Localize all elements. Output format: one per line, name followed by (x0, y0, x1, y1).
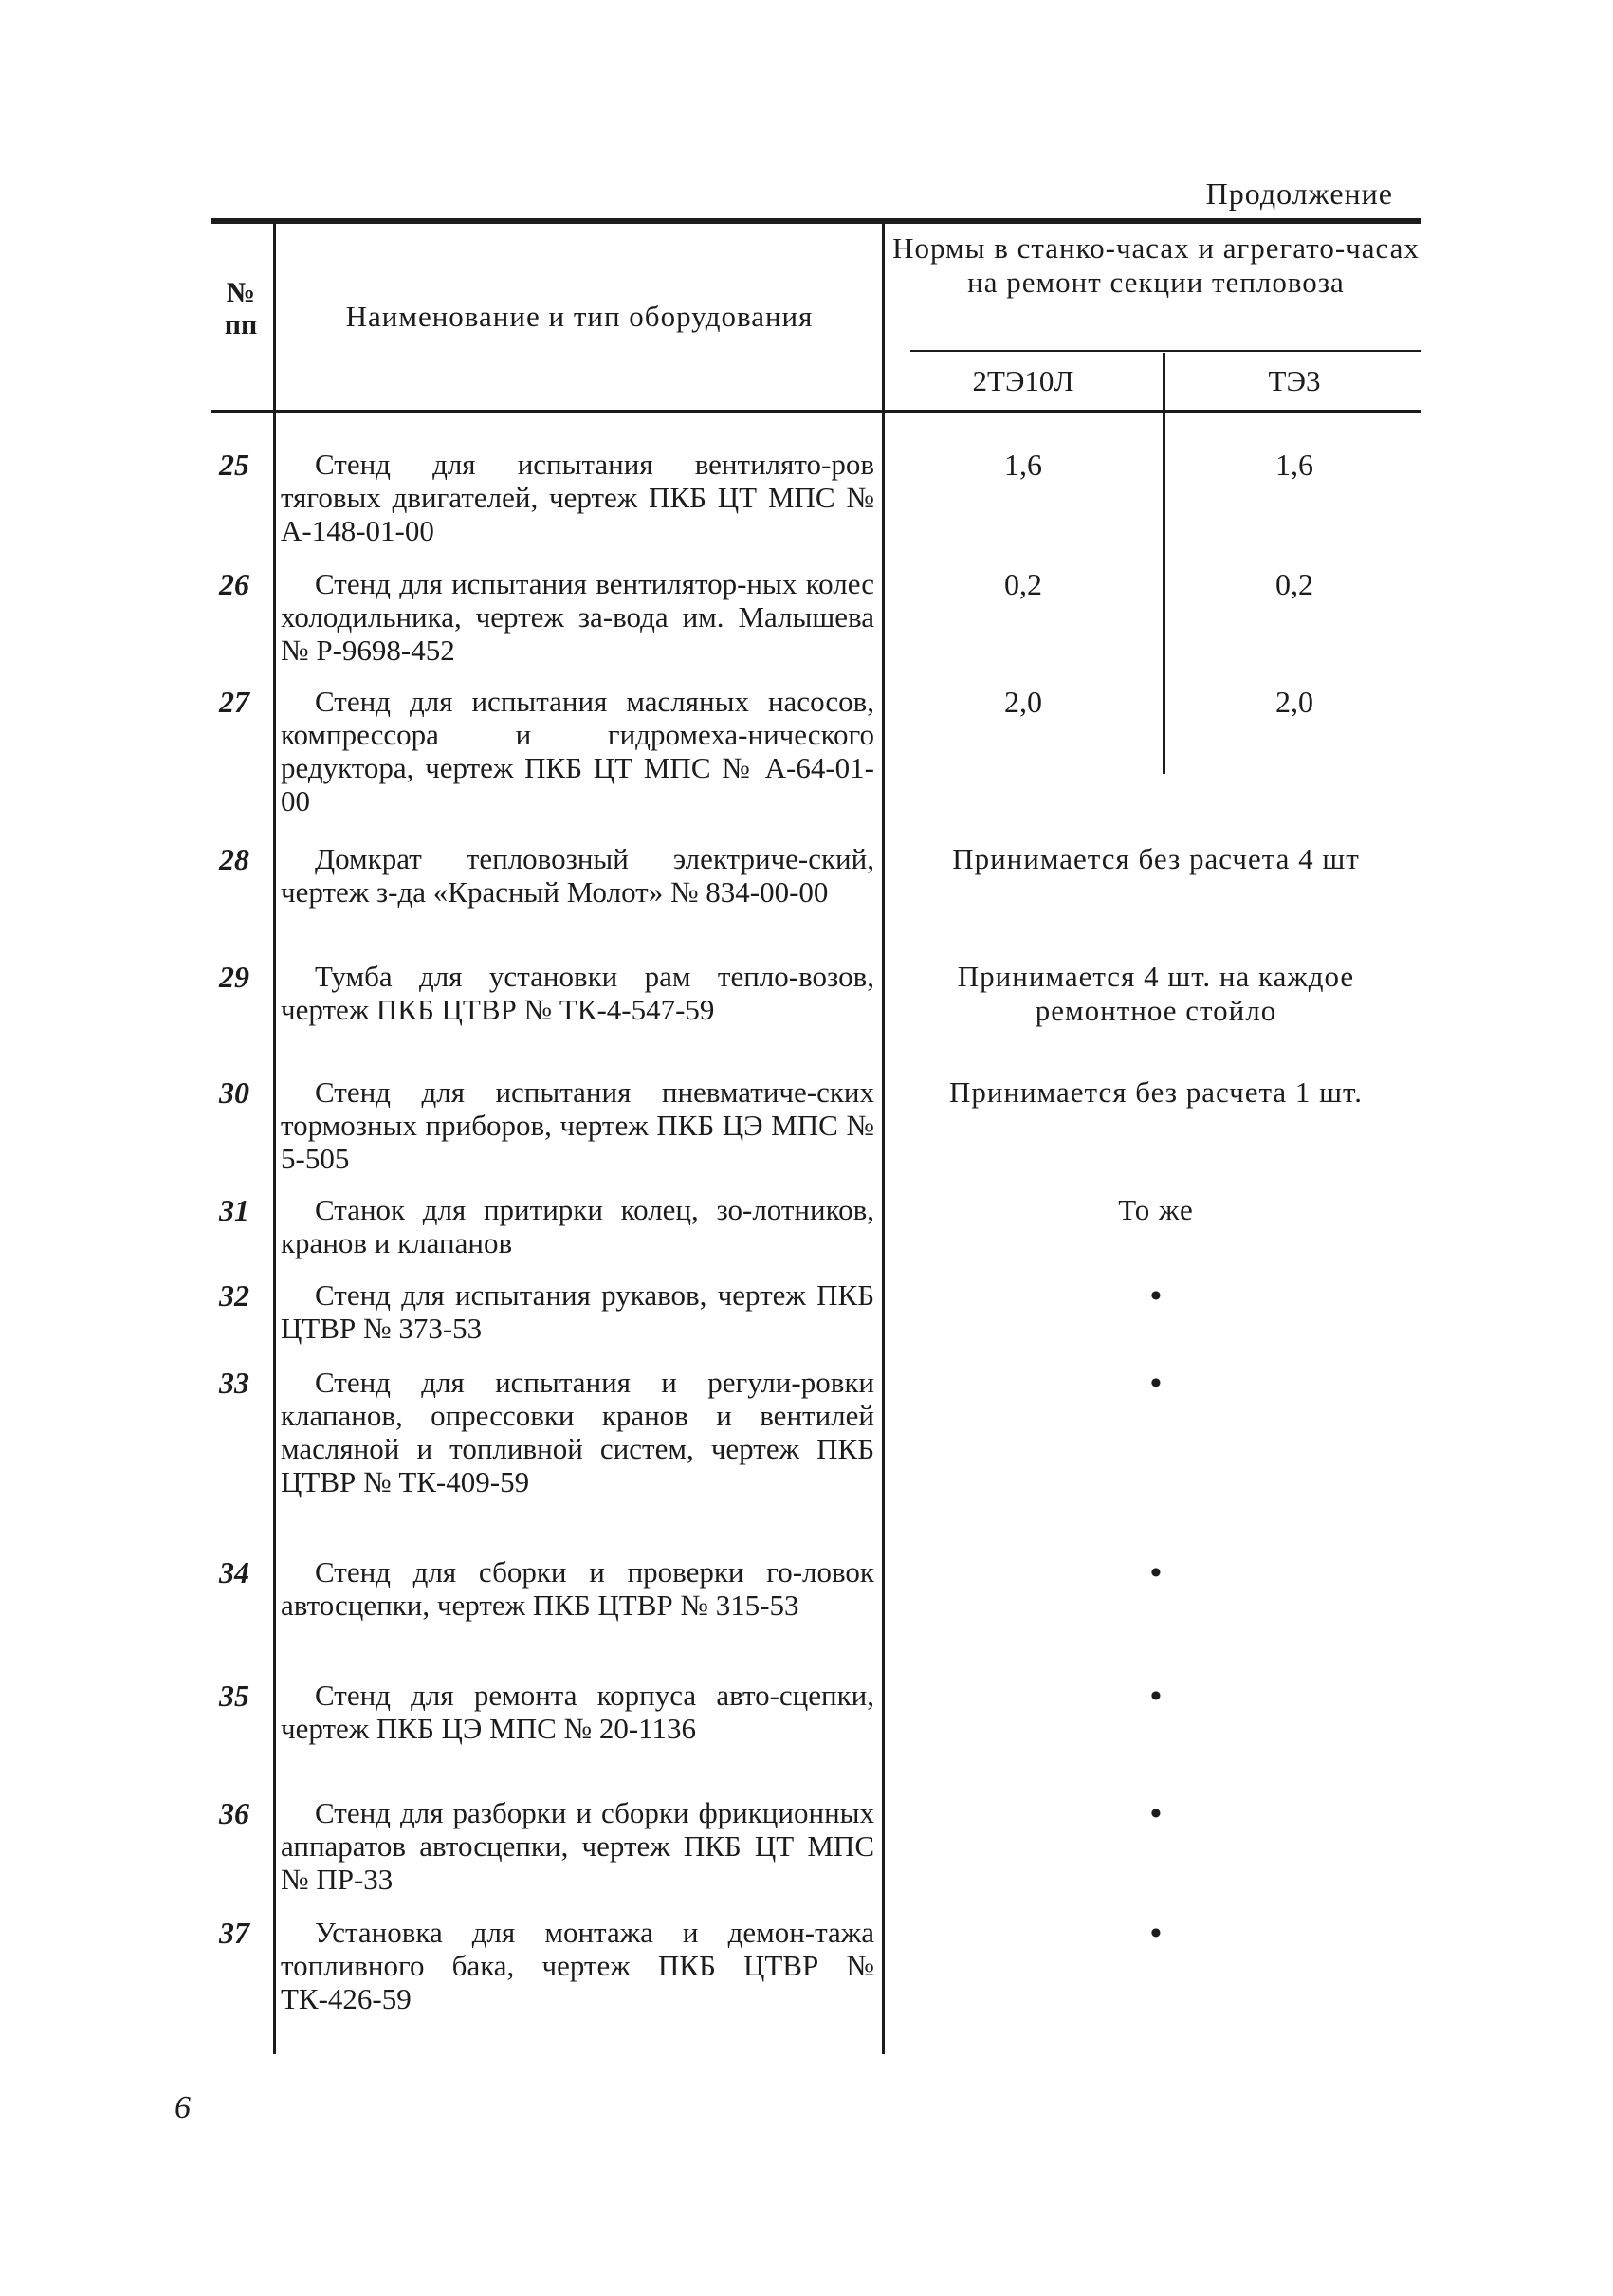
row-norm-note: Принимается 4 шт. на каждое ремонтное стойло (957, 960, 1355, 1027)
row-value-2te10l: 0,2 (1004, 567, 1042, 601)
row-equipment-name: Стенд для испытания и регули-ровки клапанов, опрессовки кранов и вентилей масляной и топливной систем, чертеж ПКБ ЦТВР № ТК-409-59 (281, 1366, 874, 1498)
row-ditto-mark: • (1150, 1278, 1162, 1313)
header-number: № пп (224, 277, 258, 340)
row-number: 34 (219, 1555, 249, 1589)
row-number: 32 (219, 1278, 249, 1313)
row-number: 29 (219, 960, 249, 994)
column-divider-norms (1163, 413, 1165, 774)
row-number: 28 (219, 842, 249, 876)
row-value-te3: 1,6 (1275, 448, 1313, 482)
continuation-label: Продолжение (1205, 176, 1393, 211)
norms-subheader-rule (910, 350, 1421, 352)
header-bottom-rule (211, 410, 1421, 413)
row-ditto-mark: • (1150, 1555, 1162, 1590)
row-equipment-name: Стенд для испытания рукавов, чертеж ПКБ ЦТВР № 373-53 (281, 1278, 874, 1345)
column-divider-num (273, 224, 276, 2054)
column-divider-norms-header (1163, 353, 1165, 410)
row-norm-note: Принимается без расчета 4 шт (952, 842, 1360, 875)
row-value-2te10l: 2,0 (1004, 685, 1042, 719)
table-top-rule (211, 218, 1421, 224)
row-number: 33 (219, 1366, 249, 1400)
row-equipment-name: Стенд для разборки и сборки фрикционных аппаратов автосцепки, чертеж ПКБ ЦТ МПС № ПР-33 (281, 1796, 874, 1896)
row-number: 35 (219, 1679, 249, 1713)
row-number: 30 (219, 1075, 249, 1110)
row-number: 27 (219, 685, 249, 719)
header-col-te3: ТЭ3 (1268, 364, 1321, 397)
row-equipment-name: Установка для монтажа и демон-тажа топливного бака, чертеж ПКБ ЦТВР № ТК-426-59 (281, 1916, 874, 2015)
row-ditto-mark: • (1150, 1679, 1162, 1714)
row-number: 25 (219, 448, 249, 482)
row-number: 26 (219, 567, 249, 601)
row-equipment-name: Стенд для испытания вентилято-ров тяговых двигателей, чертеж ПКБ ЦТ МПС № А-148-01-00 (281, 448, 874, 547)
row-value-te3: 2,0 (1275, 685, 1313, 719)
header-equipment-name: Наименование и тип оборудования (345, 300, 814, 333)
row-equipment-name: Стенд для испытания вентилятор-ных колес холодильника, чертеж за-вода им. Малышева № Р-9698-452 (281, 567, 874, 667)
header-norms: Нормы в станко-часах и агрегато-часах на ремонт секции тепловоза (892, 231, 1420, 299)
row-equipment-name: Стенд для испытания масляных насосов, компрессора и гидромеха-нического редуктора, чертеж ПКБ ЦТ МПС № А-64-01-00 (281, 685, 874, 817)
header-col-2te10l: 2ТЭ10Л (972, 364, 1074, 397)
row-ditto-mark: • (1150, 1916, 1162, 1951)
row-ditto-mark: • (1150, 1366, 1162, 1401)
row-equipment-name: Станок для притирки колец, зо-лотников, кранов и клапанов (281, 1193, 874, 1259)
row-value-2te10l: 1,6 (1004, 448, 1042, 482)
row-number: 36 (219, 1796, 249, 1830)
row-equipment-name: Стенд для сборки и проверки го-ловок автосцепки, чертеж ПКБ ЦТВР № 315-53 (281, 1555, 874, 1622)
row-equipment-name: Стенд для ремонта корпуса авто-сцепки, чертеж ПКБ ЦЭ МПС № 20-1136 (281, 1679, 874, 1745)
row-number: 37 (219, 1916, 249, 1950)
row-number: 31 (219, 1193, 249, 1227)
page-number: 6 (174, 2090, 191, 2125)
row-norm-note: Принимается без расчета 1 шт. (948, 1075, 1364, 1109)
column-divider-name (882, 224, 885, 2054)
row-equipment-name: Домкрат тепловозный электриче-ский, чертеж з-да «Красный Молот» № 834-00-00 (281, 842, 874, 909)
row-equipment-name: Стенд для испытания пневматиче-ских тормозных приборов, чертеж ПКБ ЦЭ МПС № 5-505 (281, 1075, 874, 1175)
row-norm-note: То же (1118, 1193, 1194, 1226)
row-equipment-name: Тумба для установки рам тепло-возов, чертеж ПКБ ЦТВР № ТК-4-547-59 (281, 960, 874, 1026)
row-ditto-mark: • (1150, 1796, 1162, 1831)
row-value-te3: 0,2 (1275, 567, 1313, 601)
